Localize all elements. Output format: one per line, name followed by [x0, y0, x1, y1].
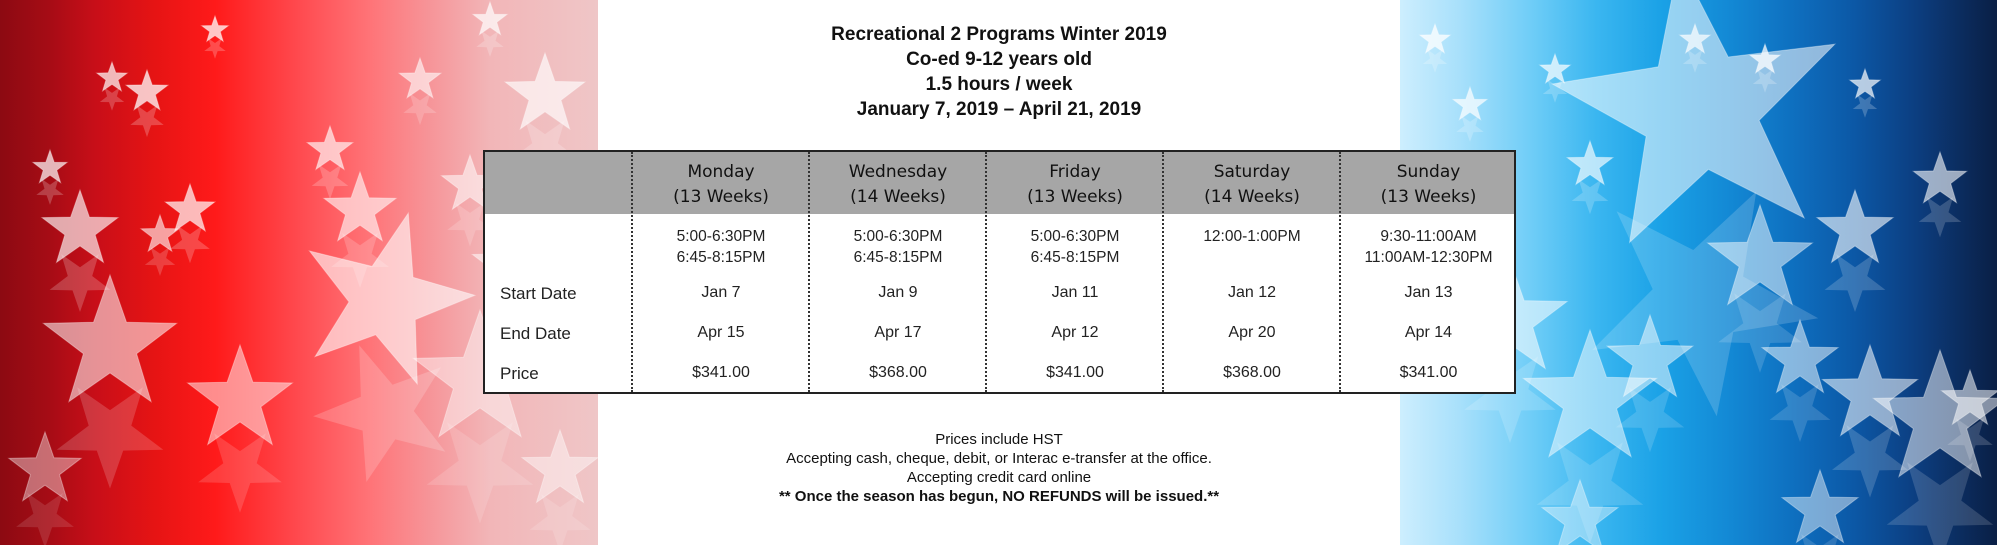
star-reflection-icon	[427, 422, 534, 523]
end-date-value: Apr 15	[697, 324, 745, 341]
end-date-value: Apr 14	[1404, 324, 1453, 341]
row-label-price: Price	[500, 364, 539, 383]
star-icon	[522, 430, 598, 502]
star-reflection-icon	[16, 493, 74, 545]
row-label-start-date: Start Date	[500, 284, 577, 303]
time-slot: 11:00AM-12:30PM	[1364, 249, 1493, 266]
star-reflection-icon	[1919, 197, 1962, 238]
column-saturday	[1162, 152, 1340, 392]
column-friday	[985, 152, 1163, 392]
time-slot: 6:45-8:15PM	[853, 249, 943, 266]
star-icon	[1420, 24, 1450, 53]
day-name: Sunday	[1396, 162, 1461, 182]
time-slots	[633, 226, 809, 268]
week-count: (13 Weeks)	[673, 187, 769, 207]
star-reflection-icon	[36, 179, 63, 205]
program-title: Recreational 2 Programs Winter 2019	[831, 24, 1167, 45]
star-icon	[1817, 190, 1893, 262]
time-slots	[810, 226, 986, 268]
schedule-table	[483, 150, 1516, 394]
column-header	[1164, 160, 1340, 210]
time-slot: 6:45-8:15PM	[1030, 249, 1120, 266]
column-header	[810, 160, 986, 210]
star-icon	[307, 126, 353, 169]
day-name: Wednesday	[848, 162, 948, 182]
price-value: $368.00	[1223, 364, 1281, 381]
star-reflection-icon	[312, 165, 349, 200]
weekly-hours: 1.5 hours / week	[925, 74, 1073, 95]
hst-note: Prices include HST	[935, 431, 1063, 448]
end-date-value: Apr 20	[1228, 324, 1276, 341]
star-reflection-icon	[198, 433, 282, 513]
star-icon	[42, 190, 118, 262]
star-icon	[399, 58, 441, 98]
star-icon	[33, 150, 67, 183]
star-reflection-icon	[1423, 50, 1447, 73]
star-icon	[473, 2, 507, 35]
time-slot: 9:30-11:00AM	[1380, 228, 1477, 245]
column-wednesday	[808, 152, 986, 392]
start-date-value: Jan 13	[1404, 284, 1453, 301]
star-icon	[165, 184, 214, 231]
payment-methods-note: Accepting cash, cheque, debit, or Interac e-transfer at the office.	[786, 450, 1212, 467]
star-reflection-icon	[1887, 462, 1994, 545]
star-reflection-icon	[204, 38, 225, 58]
week-count: (13 Weeks)	[1027, 187, 1123, 207]
star-reflection-icon	[1825, 254, 1886, 312]
time-slots	[987, 226, 1163, 268]
time-slot: 5:00-6:30PM	[853, 228, 943, 245]
star-icon	[1822, 345, 1917, 436]
week-count: (14 Weeks)	[850, 187, 946, 207]
credit-card-note: Accepting credit card online	[906, 469, 1092, 486]
star-reflection-icon	[1853, 95, 1877, 118]
star-reflection-icon	[1770, 384, 1831, 442]
row-label-end-date: End Date	[500, 324, 571, 343]
column-monday	[631, 152, 809, 392]
day-name: Friday	[1049, 162, 1101, 182]
column-header	[633, 160, 809, 210]
time-slot: 5:00-6:30PM	[676, 228, 766, 245]
week-count: (14 Weeks)	[1204, 187, 1300, 207]
star-icon	[126, 70, 168, 110]
end-date-value: Apr 12	[1051, 324, 1099, 341]
star-icon	[188, 345, 293, 445]
program-header	[598, 22, 1400, 122]
time-slot: 5:00-6:30PM	[1030, 228, 1120, 245]
season-dates: January 7, 2019 – April 21, 2019	[856, 99, 1142, 120]
star-icon	[1540, 54, 1570, 83]
star-icon	[43, 275, 176, 402]
star-icon	[505, 53, 585, 129]
price-value: $368.00	[869, 364, 927, 381]
price-value: $341.00	[1399, 364, 1458, 381]
star-icon	[97, 62, 127, 91]
star-icon	[1850, 69, 1880, 98]
payment-notes	[598, 430, 1400, 506]
star-reflection-icon	[130, 105, 163, 137]
time-slot: 12:00-1:00PM	[1203, 228, 1301, 245]
price-value: $341.00	[692, 364, 750, 381]
start-date-value: Jan 12	[1227, 284, 1277, 301]
star-reflection-icon	[476, 31, 503, 57]
star-reflection-icon	[1456, 116, 1483, 142]
day-name: Monday	[687, 162, 755, 182]
end-date-value: Apr 17	[874, 324, 922, 341]
star-icon	[1453, 87, 1487, 120]
time-slots	[1341, 226, 1516, 268]
star-icon	[141, 215, 179, 251]
star-reflection-icon	[1832, 425, 1908, 497]
time-slots	[1164, 226, 1340, 247]
age-group: Co-ed 9-12 years old	[906, 49, 1092, 70]
star-icon	[202, 16, 229, 41]
column-header	[987, 160, 1163, 210]
week-count: (13 Weeks)	[1380, 187, 1477, 207]
column-header	[1341, 160, 1516, 210]
star-reflection-icon	[100, 88, 124, 111]
star-reflection-icon	[530, 494, 591, 545]
star-reflection-icon	[1572, 180, 1609, 215]
column-sunday	[1339, 152, 1516, 392]
price-value: $341.00	[1046, 364, 1104, 381]
star-icon	[1913, 152, 1966, 203]
day-name: Saturday	[1213, 162, 1291, 182]
star-reflection-icon	[403, 93, 436, 125]
refund-policy-note: ** Once the season has begun, NO REFUNDS will be issued.**	[778, 488, 1220, 505]
star-reflection-icon	[145, 247, 175, 276]
star-icon	[1567, 141, 1613, 184]
start-date-value: Jan 11	[1051, 284, 1099, 301]
start-date-value: Jan 9	[878, 284, 918, 301]
star-reflection-icon	[57, 387, 164, 488]
time-slot: 6:45-8:15PM	[676, 249, 766, 266]
star-icon	[1782, 470, 1858, 542]
start-date-value: Jan 7	[701, 284, 741, 301]
